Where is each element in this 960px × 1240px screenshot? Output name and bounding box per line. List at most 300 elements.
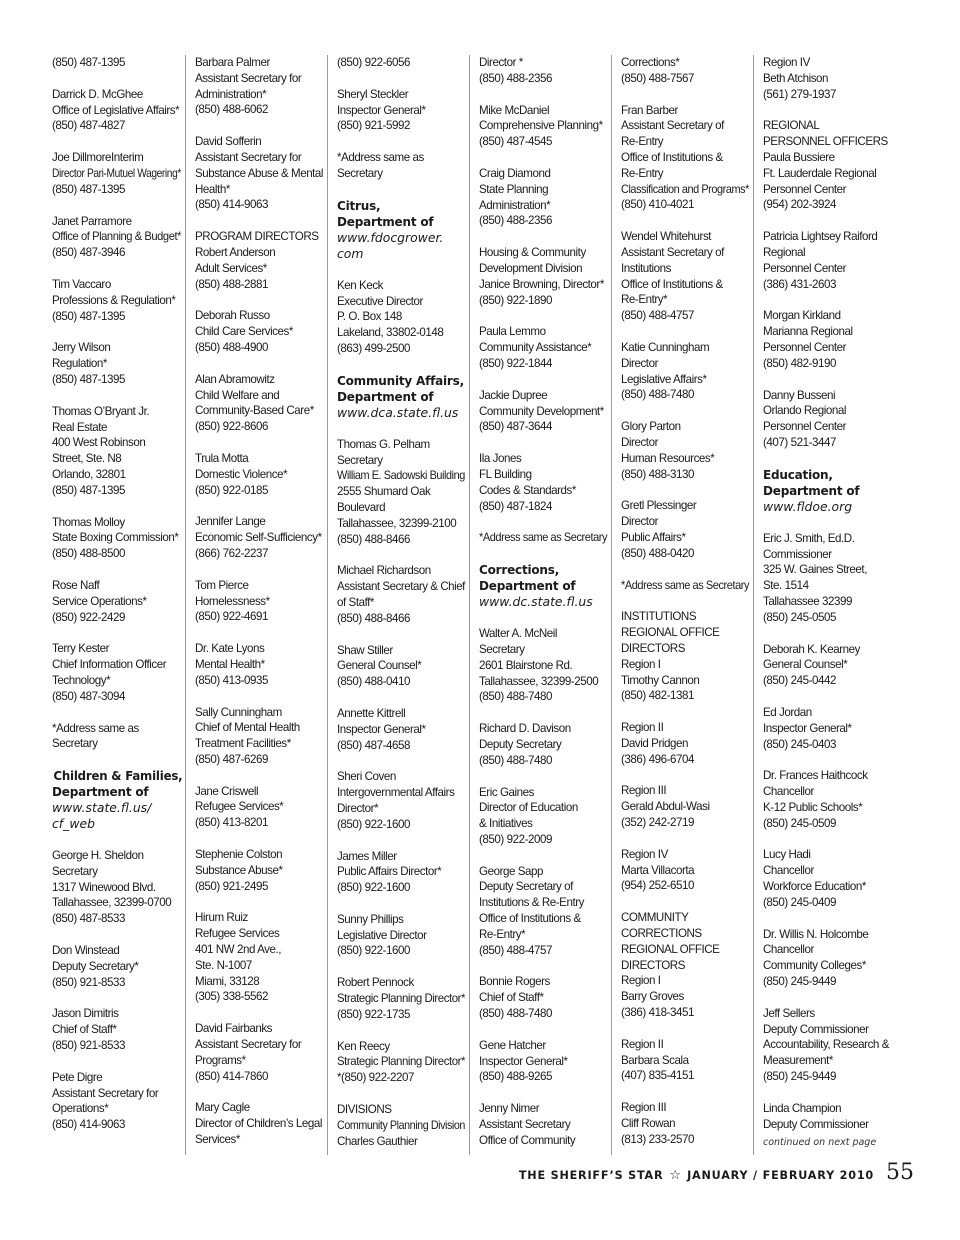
- directory-entry: [337, 87, 465, 134]
- entry-line: William E. Sadowski Building: [337, 469, 465, 483]
- entry-line: Director*: [337, 801, 379, 815]
- phone-number: (850) 487-4658: [337, 738, 410, 752]
- page-footer: [474, 1160, 914, 1186]
- phone-number: (850) 488-2356: [479, 71, 552, 85]
- entry-line: Danny Busseni: [763, 388, 836, 402]
- entry-line: Administration*: [195, 87, 267, 101]
- entry-line: Marianna Regional: [763, 325, 853, 339]
- entry-line: General Counsel*: [337, 659, 422, 673]
- entry-line: Community Development*: [479, 404, 604, 418]
- phone-number: (850) 487-1824: [479, 499, 552, 513]
- entry-line: Community Assistance*: [479, 341, 592, 355]
- entry-line: 325 W. Gaines Street,: [763, 563, 867, 577]
- entry-line: Patricia Lightsey Raiford: [763, 230, 878, 244]
- phone-number: (850) 487-1395: [52, 56, 125, 69]
- phone-number: (850) 488-0420: [621, 546, 694, 560]
- department-heading-block: [763, 467, 891, 515]
- directory-entry: [52, 340, 181, 387]
- department-name: Children & Families,: [53, 769, 183, 784]
- phone-number: (850) 488-8466: [337, 532, 410, 546]
- entry-line: P. O. Box 148: [337, 310, 402, 324]
- directory-entry: [195, 705, 323, 768]
- entry-line: Director: [621, 435, 658, 449]
- publication-name: THE SHERIFF’S STAR: [518, 1169, 664, 1182]
- entry-line: George H. Sheldon: [52, 849, 144, 863]
- entry-line: Comprehensive Planning*: [479, 119, 603, 133]
- phone-number: (407) 521-3447: [763, 435, 836, 449]
- entry-line: Inspector General*: [479, 1054, 568, 1068]
- phone-number: (850) 922-1735: [337, 1007, 410, 1021]
- entry-line: Assistant Secretary & Chief: [337, 580, 465, 594]
- entry-line: FL Building: [479, 467, 532, 481]
- phone-number: (850) 245-0442: [763, 674, 836, 688]
- entry-line: Rose Naff: [52, 578, 100, 592]
- phone-number: (850) 922-4691: [195, 610, 268, 624]
- directory-entry: [621, 910, 749, 1021]
- star-icon: ☆: [669, 1168, 682, 1183]
- entry-line: *Address same as Secretary: [479, 531, 608, 545]
- directory-entry: [195, 229, 323, 292]
- entry-line: 2601 Blairstone Rd.: [479, 658, 573, 672]
- entry-line: Jackie Dupree: [479, 388, 548, 402]
- entry-line: Ed Jordan: [763, 705, 812, 719]
- directory-entry: [479, 55, 607, 87]
- entry-line: Boulevard: [337, 500, 386, 514]
- entry-line: Tallahassee, 32399-0700: [52, 896, 172, 910]
- directory-entry: [763, 927, 891, 990]
- phone-number: (850) 488-2881: [195, 277, 268, 291]
- directory-entry: [763, 531, 891, 626]
- entry-line: Dr. Frances Haithcock: [763, 769, 868, 783]
- entry-line: Paula Lemmo: [479, 325, 546, 339]
- entry-line: DIRECTORS: [621, 958, 686, 972]
- department-website: www.dc.state.fl.us: [479, 594, 593, 610]
- entry-line: Region III: [621, 784, 667, 798]
- entry-line: Region I: [621, 974, 661, 988]
- directory-entry: [195, 55, 323, 118]
- directory-entry: [621, 1037, 749, 1084]
- entry-line: Regional: [763, 245, 806, 259]
- entry-line: Tim Vaccaro: [52, 277, 111, 291]
- directory-entry: [52, 848, 181, 927]
- phone-number: (850) 922-1890: [479, 293, 552, 307]
- department-name: Department of: [337, 389, 434, 404]
- entry-line: Sunny Phillips: [337, 912, 404, 926]
- entry-line: Workforce Education*: [763, 880, 866, 894]
- entry-line: Inspector General*: [763, 721, 852, 735]
- entry-line: REGIONAL OFFICE: [621, 626, 720, 640]
- entry-line: Director *: [479, 56, 523, 69]
- entry-line: Public Affairs Director*: [337, 865, 442, 879]
- entry-line: Professions & Regulation*: [52, 293, 176, 307]
- entry-line: Assistant Secretary of: [621, 119, 724, 133]
- entry-line: Operations*: [52, 1102, 109, 1116]
- entry-line: Chief of Staff*: [52, 1023, 117, 1037]
- phone-number: (850) 488-4900: [195, 340, 268, 354]
- entry-line: Strategic Planning Director*: [337, 1055, 466, 1069]
- entry-line: Secretary: [52, 737, 98, 751]
- entry-line: Paula Bussiere: [763, 150, 835, 164]
- entry-line: Director of Children’s Legal: [195, 1117, 323, 1131]
- entry-line: Mike McDaniel: [479, 103, 550, 117]
- entry-line: General Counsel*: [763, 658, 848, 672]
- entry-line: Development Division: [479, 261, 583, 275]
- entry-line: Personnel Center: [763, 182, 847, 196]
- directory-entry: [479, 530, 607, 546]
- entry-line: Thomas G. Pelham: [337, 437, 430, 451]
- entry-line: Mary Cagle: [195, 1101, 250, 1115]
- directory-column-5: [611, 55, 753, 1155]
- entry-line: Jenny Nimer: [479, 1102, 540, 1116]
- entry-line: Classification and Programs*: [621, 182, 749, 196]
- directory-entry: [763, 55, 891, 102]
- entry-line: 2555 Shumard Oak: [337, 485, 431, 499]
- entry-line: Sheri Coven: [337, 770, 396, 784]
- entry-line: Re-Entry: [621, 166, 664, 180]
- directory-column-3: [327, 55, 469, 1155]
- directory-entry: [763, 705, 891, 752]
- department-name: Department of: [763, 483, 860, 498]
- entry-line: Morgan Kirkland: [763, 309, 841, 323]
- entry-line: Community-Based Care*: [195, 404, 314, 418]
- phone-number: (850) 413-0935: [195, 673, 268, 687]
- entry-line: Executive Director: [337, 294, 423, 308]
- directory-entry: [337, 1102, 465, 1149]
- directory-entry: [479, 103, 607, 150]
- entry-line: 401 NW 2nd Ave.,: [195, 943, 282, 957]
- phone-number: (850) 488-3130: [621, 467, 694, 481]
- entry-line: INSTITUTIONS: [621, 610, 697, 624]
- issue-date: JANUARY / FEBRUARY 2010: [687, 1169, 874, 1182]
- directory-entry: [52, 87, 181, 134]
- directory-entry: [763, 1101, 891, 1133]
- phone-number: (850) 922-1600: [337, 881, 410, 895]
- entry-line: Office of Legislative Affairs*: [52, 103, 180, 117]
- phone-number: (850) 488-8466: [337, 611, 410, 625]
- directory-entry: [52, 150, 181, 197]
- entry-line: Domestic Violence*: [195, 467, 288, 481]
- phone-number: (866) 762-2237: [195, 546, 268, 560]
- entry-line: Region II: [621, 721, 664, 735]
- phone-number: (850) 922-6056: [337, 56, 410, 69]
- entry-line: Alan Abramowitz: [195, 372, 275, 386]
- entry-line: Assistant Secretary for: [195, 1038, 302, 1052]
- entry-line: Richard D. Davison: [479, 722, 571, 736]
- directory-entry: [337, 769, 465, 832]
- directory-entry: [195, 451, 323, 498]
- entry-line: Tallahassee 32399: [763, 594, 853, 608]
- entry-line: Regulation*: [52, 357, 107, 371]
- entry-line: Darrick D. McGhee: [52, 87, 143, 101]
- entry-line: Economic Self-Sufficiency*: [195, 531, 322, 545]
- phone-number: (850) 414-7860: [195, 1069, 268, 1083]
- phone-number: (850) 487-6269: [195, 752, 268, 766]
- entry-line: Inspector General*: [337, 722, 426, 736]
- entry-line: Joe DillmoreInterim: [52, 151, 144, 165]
- entry-line: Tallahassee, 32399-2500: [479, 674, 599, 688]
- directory-entry: [52, 641, 181, 704]
- entry-line: Region IV: [621, 847, 668, 861]
- directory-entry: [763, 308, 891, 371]
- directory-entry: [621, 578, 749, 594]
- entry-line: Chief of Mental Health: [195, 721, 300, 735]
- phone-number: (850) 922-1600: [337, 817, 410, 831]
- directory-entry: [52, 943, 181, 990]
- entry-line: Service Operations*: [52, 594, 147, 608]
- entry-line: Gretl Plessinger: [621, 499, 697, 513]
- entry-line: Katie Cunningham: [621, 340, 710, 354]
- entry-line: Jeff Sellers: [763, 1006, 815, 1020]
- department-heading-block: [337, 373, 465, 421]
- directory-entry: [52, 277, 181, 324]
- directory-entry: [337, 437, 465, 548]
- entry-line: Secretary: [337, 166, 383, 180]
- entry-line: Eric Gaines: [479, 785, 534, 799]
- entry-line: Orlando Regional: [763, 404, 847, 418]
- entry-line: Office of Planning & Budget*: [52, 230, 182, 244]
- entry-line: Fran Barber: [621, 103, 678, 117]
- entry-line: Don Winstead: [52, 944, 120, 958]
- directory-entry: [763, 1006, 891, 1085]
- directory-entry: [621, 609, 749, 704]
- department-name: Community Affairs,: [337, 373, 464, 388]
- directory-column-4: [469, 55, 611, 1155]
- entry-line: Director: [621, 515, 658, 529]
- entry-line: Assistant Secretary for: [195, 150, 302, 164]
- entry-line: Office of Institutions &: [621, 150, 723, 164]
- phone-number: (850) 487-8533: [52, 912, 125, 926]
- directory-entry: [621, 340, 749, 403]
- entry-line: Deputy Secretary of: [479, 880, 573, 894]
- phone-number: (850) 921-2495: [195, 879, 268, 893]
- entry-line: *Address same as Secretary: [621, 578, 750, 592]
- entry-line: Office of Community: [479, 1133, 576, 1147]
- entry-line: Director: [621, 356, 658, 370]
- directory-entry: [621, 229, 749, 324]
- directory-entry: [337, 150, 465, 182]
- directory-entry: [52, 721, 181, 753]
- entry-line: Hirum Ruiz: [195, 911, 248, 925]
- entry-line: Miami, 33128: [195, 974, 260, 988]
- department-name: Department of: [479, 579, 576, 594]
- directory-entry: [479, 864, 607, 959]
- entry-line: Deputy Secretary: [479, 737, 562, 751]
- entry-line: Personnel Center: [763, 420, 847, 434]
- directory-entry: [479, 1038, 607, 1085]
- directory-entry: [195, 308, 323, 355]
- entry-line: Linda Champion: [763, 1101, 842, 1115]
- entry-line: PROGRAM DIRECTORS: [195, 230, 319, 244]
- directory-columns: [43, 55, 899, 1155]
- entry-line: Re-Entry*: [479, 927, 526, 941]
- entry-line: Dr. Kate Lyons: [195, 642, 265, 656]
- department-name: Citrus,: [337, 198, 381, 213]
- department-website: cf_web: [52, 816, 95, 832]
- entry-line: Measurement*: [763, 1054, 833, 1068]
- phone-number: (850) 921-5992: [337, 119, 410, 133]
- directory-entry: [763, 847, 891, 910]
- phone-number: (850) 922-1600: [337, 944, 410, 958]
- entry-line: Terry Kester: [52, 642, 110, 656]
- entry-line: Institutions & Re-Entry: [479, 896, 584, 910]
- entry-line: Wendel Whitehurst: [621, 230, 712, 244]
- entry-line: Eric J. Smith, Ed.D.: [763, 531, 855, 545]
- entry-line: Trula Motta: [195, 451, 249, 465]
- directory-entry: [763, 388, 891, 451]
- entry-line: Barry Groves: [621, 990, 684, 1004]
- phone-number: (850) 921-8533: [52, 975, 125, 989]
- phone-number: (850) 414-9063: [52, 1118, 125, 1132]
- entry-line: Marta Villacorta: [621, 863, 695, 877]
- entry-line: Secretary: [479, 642, 525, 656]
- phone-number: (850) 488-9265: [479, 1070, 552, 1084]
- entry-line: Ila Jones: [479, 452, 522, 466]
- entry-line: Assistant Secretary for: [52, 1086, 159, 1100]
- department-website: www.fldoe.org: [763, 498, 853, 514]
- entry-line: Street, Ste. N8: [52, 452, 122, 466]
- directory-entry: [479, 974, 607, 1021]
- directory-entry: [479, 785, 607, 848]
- phone-number: (850) 487-3946: [52, 246, 125, 260]
- entry-line: & Initiatives: [479, 817, 533, 831]
- phone-number: (850) 245-9449: [763, 1070, 836, 1084]
- entry-line: Region III: [621, 1101, 667, 1115]
- entry-line: Deborah K. Kearney: [763, 642, 860, 656]
- directory-entry: [195, 847, 323, 894]
- directory-entry: [479, 324, 607, 371]
- entry-line: Child Care Services*: [195, 325, 293, 339]
- directory-entry: [621, 783, 749, 830]
- directory-entry: [479, 451, 607, 514]
- entry-line: Refugee Services: [195, 927, 280, 941]
- directory-entry: [195, 910, 323, 1005]
- directory-entry: [337, 849, 465, 896]
- entry-line: Pete Digre: [52, 1070, 103, 1084]
- phone-number: (813) 233-2570: [621, 1132, 694, 1146]
- entry-line: Legislative Director: [337, 928, 427, 942]
- phone-number: (850) 414-9063: [195, 198, 268, 212]
- entry-line: Strategic Planning Director*: [337, 992, 466, 1006]
- phone-number: (850) 487-1395: [52, 309, 125, 323]
- continued-note: [763, 1136, 891, 1149]
- entry-line: Shaw Stiller: [337, 643, 393, 657]
- directory-entry: [763, 768, 891, 831]
- entry-line: State Boxing Commission*: [52, 531, 179, 545]
- entry-line: Accountability, Research &: [763, 1038, 889, 1052]
- directory-entry: [195, 578, 323, 625]
- entry-line: Chief of Staff*: [479, 991, 544, 1005]
- directory-entry: [621, 498, 749, 561]
- directory-entry: [337, 563, 465, 626]
- phone-number: (850) 482-1381: [621, 689, 694, 703]
- entry-line: Chancellor: [763, 785, 814, 799]
- entry-line: Ken Reecy: [337, 1039, 390, 1053]
- entry-line: Deputy Commissioner: [763, 1117, 869, 1131]
- continued-on-next-page: continued on next page: [763, 1137, 877, 1149]
- entry-line: Annette Kittrell: [337, 706, 406, 720]
- directory-column-1: [43, 55, 185, 1155]
- entry-line: Robert Pennock: [337, 976, 414, 990]
- directory-entry: [621, 847, 749, 894]
- entry-line: Orlando, 32801: [52, 467, 126, 481]
- phone-number: (850) 488-7480: [479, 1007, 552, 1021]
- entry-line: James Miller: [337, 849, 397, 863]
- phone-number: (352) 242-2719: [621, 816, 694, 830]
- phone-number: (850) 488-0410: [337, 675, 410, 689]
- entry-line: REGIONAL OFFICE: [621, 942, 720, 956]
- directory-entry: [52, 214, 181, 261]
- entry-line: Secretary: [52, 864, 98, 878]
- entry-line: Institutions: [621, 261, 672, 275]
- phone-number: (386) 496-6704: [621, 752, 694, 766]
- department-website: com: [337, 245, 364, 261]
- entry-line: Tallahassee, 32399-2100: [337, 516, 457, 530]
- entry-line: Codes & Standards*: [479, 483, 576, 497]
- entry-line: Refugee Services*: [195, 800, 284, 814]
- entry-line: Region II: [621, 1037, 664, 1051]
- directory-entry: [621, 1100, 749, 1147]
- directory-entry: [763, 118, 891, 213]
- directory-entry: [763, 642, 891, 689]
- entry-line: Deputy Commissioner: [763, 1022, 869, 1036]
- department-name: Education,: [763, 467, 833, 482]
- entry-line: Cliff Rowan: [621, 1117, 676, 1131]
- entry-line: David Sofferin: [195, 135, 262, 149]
- entry-line: Community Planning Division: [337, 1118, 465, 1132]
- department-heading-block: [479, 562, 607, 610]
- entry-line: 400 West Robinson: [52, 436, 146, 450]
- entry-line: Office of Institutions &: [621, 277, 723, 291]
- entry-line: State Planning: [479, 182, 549, 196]
- phone-number: (850) 922-1844: [479, 356, 552, 370]
- entry-line: David Fairbanks: [195, 1022, 273, 1036]
- department-name: Corrections,: [479, 563, 560, 578]
- phone-number: (850) 487-1395: [52, 182, 125, 196]
- entry-line: Assistant Secretary for: [195, 71, 302, 85]
- entry-line: 1317 Winewood Blvd.: [52, 880, 156, 894]
- entry-line: Thomas O’Bryant Jr.: [52, 404, 150, 418]
- entry-line: Bonnie Rogers: [479, 975, 550, 989]
- entry-line: David Pridgen: [621, 736, 688, 750]
- entry-line: Assistant Secretary: [479, 1118, 571, 1132]
- entry-line: K-12 Public Schools*: [763, 800, 863, 814]
- phone-number: (850) 488-4757: [479, 943, 552, 957]
- phone-number: (305) 338-5562: [195, 990, 268, 1004]
- entry-line: of Staff*: [337, 595, 374, 609]
- phone-number: (850) 922-2429: [52, 610, 125, 624]
- entry-line: Walter A. McNeil: [479, 627, 558, 641]
- phone-number: (850) 921-8533: [52, 1039, 125, 1053]
- entry-line: Robert Anderson: [195, 245, 276, 259]
- entry-line: Barbara Scala: [621, 1053, 689, 1067]
- entry-line: *Address same as: [337, 151, 424, 165]
- entry-line: Secretary: [337, 453, 383, 467]
- phone-number: (954) 202-3924: [763, 198, 836, 212]
- entry-line: Mental Health*: [195, 657, 265, 671]
- directory-entry: [337, 1039, 465, 1086]
- entry-line: Jason Dimitris: [52, 1007, 119, 1021]
- entry-line: REGIONAL: [763, 119, 820, 133]
- entry-line: Michael Richardson: [337, 564, 431, 578]
- directory-column-2: [185, 55, 327, 1155]
- department-website: www.state.fl.us/: [52, 800, 152, 816]
- entry-line: CORRECTIONS: [621, 927, 702, 941]
- entry-line: Charles Gauthier: [337, 1134, 418, 1148]
- entry-line: Health*: [195, 182, 230, 196]
- phone-number: (850) 245-0505: [763, 610, 836, 624]
- entry-line: Dr. Willis N. Holcombe: [763, 927, 869, 941]
- phone-number: (850) 488-4757: [621, 309, 694, 323]
